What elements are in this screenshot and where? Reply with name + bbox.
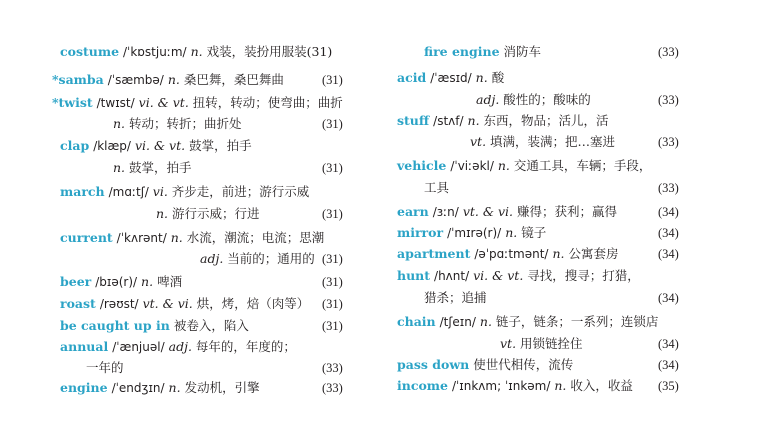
headword: stuff [397,113,430,128]
entry-fire-engine [424,44,541,60]
definition: 鼓掌，拍手 [189,138,252,153]
headword: vehicle [397,158,447,173]
headword: beer [60,274,92,289]
phonetic: /klæp/ [93,139,131,153]
entry-current [60,230,324,246]
definition: 发动机，引擎 [184,380,260,395]
definition: 被卷入，陷入 [173,318,249,333]
entry-hunt [397,268,640,284]
page-ref: (33) [658,45,679,59]
entry-samba [52,72,284,88]
part-of-speech: vi. & vt. [134,138,186,153]
headword: march [60,184,105,199]
entry-chain [397,314,658,330]
headword: earn [397,204,429,219]
page-ref: (31) [322,207,343,221]
definition: 公寓套房 [568,246,619,261]
phonetic: /mɑːtʃ/ [108,185,149,199]
entry-pass-down [397,357,573,373]
page-ref: (33) [658,135,679,149]
definition: 桑巴舞，桑巴舞曲 [183,72,284,87]
part-of-speech: n. [113,116,126,131]
headword: hunt [397,268,431,283]
definition: 一年的 [86,360,124,375]
definition: 使世代相传，流传 [473,357,574,372]
definition: 当前的；通用的 [227,251,315,266]
entry-costume [60,44,332,60]
entry-be-caught-up-in [60,318,249,334]
page-ref: (33) [322,361,343,375]
part-of-speech: adj. [200,251,224,266]
page-ref: (33) [658,93,679,107]
page-ref: (35) [658,379,679,393]
phonetic: /ˈænjuəl/ [112,340,165,354]
page-ref: (34) [658,291,679,305]
phonetic: /ˈɪnkʌm; ˈɪnkəm/ [451,379,551,393]
definition: 酸性的；酸味的 [503,92,591,107]
headword: *twist [52,95,93,110]
page-ref: (33) [322,381,343,395]
phonetic: /ˈendʒɪn/ [111,381,165,395]
page-ref: (34) [658,247,679,261]
page-ref: (31) [322,297,343,311]
definition: 转动；转折；曲折处 [129,116,242,131]
part-of-speech: n. [141,274,154,289]
definition: 戏装，装扮用服装 [206,44,307,59]
headword: current [60,230,113,245]
headword: costume [60,44,120,59]
entry-clap [60,138,252,154]
entry-stuff [397,113,609,129]
part-of-speech: n. [168,380,181,395]
entry-annual-line2 [86,360,124,376]
entry-acid [397,70,504,86]
part-of-speech: n. [170,230,183,245]
entry-engine [60,380,260,396]
headword: mirror [397,225,444,240]
part-of-speech: n. [190,44,203,59]
definition: 水流，潮流；电流；思潮 [186,230,325,245]
phonetic: /ˈkʌrənt/ [116,231,167,245]
phonetic: /ˈæsɪd/ [430,71,472,85]
entry-twist-line2 [113,116,242,132]
entry-march [60,184,309,200]
part-of-speech: adj. [476,92,500,107]
entry-roast [60,296,309,312]
part-of-speech: vt. & vi. [462,204,513,219]
headword: clap [60,138,90,153]
definition: 寻找，搜寻；打猎， [527,268,640,283]
definition: 鼓掌，拍手 [129,160,192,175]
page-ref: (31) [322,319,343,333]
page-ref: (31) [322,252,343,266]
entry-mirror [397,225,546,241]
definition: 酸 [491,70,505,85]
part-of-speech: vi. & vt. [138,95,189,110]
entry-march-line2 [156,206,260,222]
entry-chain-line2 [500,336,583,352]
headword: pass down [397,357,470,372]
definition: 工具 [424,180,450,195]
page-ref: (31) [322,161,343,175]
entry-twist [52,95,343,111]
headword: annual [60,339,109,354]
definition: 镜子 [521,225,547,240]
headword: be caught up in [60,318,170,333]
page-ref: (31) [322,73,343,87]
part-of-speech: adj. [168,339,192,354]
entry-apartment [397,246,618,262]
page-ref: (34) [658,226,679,240]
entry-income [397,378,633,394]
phonetic: /ˈmɪrə(r)/ [447,226,502,240]
definition: 游行示威；行进 [172,206,260,221]
part-of-speech: vi. [152,184,168,199]
entry-current-line2 [200,251,315,267]
entry-annual [60,339,296,355]
part-of-speech: n. [497,158,510,173]
definition: 填满，装满；把…塞进 [490,134,616,149]
part-of-speech: vt. & vi. [142,296,193,311]
definition: 收入，收益 [570,378,633,393]
headword: income [397,378,448,393]
phonetic: /ˈkɒstjuːm/ [123,45,187,59]
page-ref: (31) [322,117,343,131]
definition: 扭转，转动；使弯曲；曲折 [192,95,343,110]
phonetic: /twɪst/ [96,96,135,110]
headword: fire engine [424,44,500,59]
entry-stuff-line2 [470,134,615,150]
part-of-speech: n. [113,160,126,175]
part-of-speech: n. [552,246,565,261]
part-of-speech: n. [475,70,488,85]
headword: chain [397,314,436,329]
headword: roast [60,296,96,311]
part-of-speech: n. [467,113,480,128]
entry-beer [60,274,182,290]
phonetic: /əˈpɑːtmənt/ [474,247,549,261]
definition: 链子，链条；一系列；连锁店 [495,314,659,329]
definition: 交通工具，车辆；手段， [513,158,652,173]
headword: apartment [397,246,471,261]
page-ref: (34) [658,358,679,372]
phonetic: /rəʊst/ [99,297,139,311]
definition: 猎杀；追捕 [424,290,487,305]
part-of-speech: vt. [500,336,517,351]
phonetic: /hʌnt/ [434,269,470,283]
part-of-speech: vt. [470,134,487,149]
definition: 齐步走，前进；游行示威 [171,184,310,199]
definition: 烘，烤，焙（肉等） [196,296,310,311]
entry-clap-line2 [113,160,192,176]
page-ref: (31) [306,44,333,59]
page-ref: (33) [658,181,679,195]
entry-acid-line2 [476,92,591,108]
headword: *samba [52,72,104,87]
entry-earn [397,204,617,220]
phonetic: /tʃeɪn/ [439,315,476,329]
headword: acid [397,70,427,85]
entry-hunt-line2 [424,290,487,306]
phonetic: /ɜːn/ [432,205,459,219]
definition: 赚得；获利；赢得 [516,204,617,219]
part-of-speech: n. [554,378,567,393]
headword: engine [60,380,108,395]
definition: 每年的，年度的； [195,339,296,354]
definition: 消防车 [503,44,542,59]
entry-vehicle-line2 [424,180,449,196]
page-ref: (34) [658,337,679,351]
part-of-speech: n. [505,225,518,240]
page-ref: (31) [322,275,343,289]
part-of-speech: n. [167,72,180,87]
page-ref: (34) [658,205,679,219]
part-of-speech: n. [479,314,492,329]
definition: 东西，物品；活儿，活 [483,113,609,128]
definition: 用锁链拴住 [520,336,583,351]
definition: 啤酒 [157,274,183,289]
phonetic: /ˈviːəkl/ [450,159,494,173]
entry-vehicle [397,158,651,174]
phonetic: /bɪə(r)/ [95,275,138,289]
phonetic: /ˈsæmbə/ [107,73,164,87]
part-of-speech: n. [156,206,169,221]
phonetic: /stʌf/ [433,114,464,128]
part-of-speech: vi. & vt. [473,268,524,283]
